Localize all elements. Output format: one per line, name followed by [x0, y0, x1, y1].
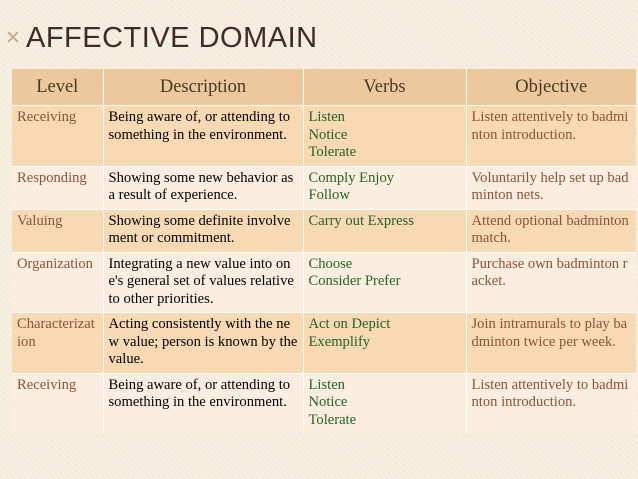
verb-line: Consider Prefer [308, 273, 401, 289]
description-cell: Being aware of, or attending to something in the environment. [103, 106, 303, 167]
verbs-cell [303, 166, 466, 209]
bullet-x-icon: ✕ [5, 27, 21, 49]
description-cell: Showing some definite involvement or commitment. [103, 209, 303, 252]
header-level: Level [12, 69, 103, 106]
table-row [12, 166, 636, 209]
verb-line: Exemplify [308, 333, 371, 350]
level-cell: Characterization [12, 313, 103, 374]
table-row [12, 252, 636, 313]
objective-cell: Attend optional badminton match. [466, 209, 636, 252]
table-row [12, 373, 636, 433]
table-header-row [12, 69, 636, 106]
level-cell: Receiving [12, 373, 103, 433]
verbs-cell [303, 373, 466, 433]
verbs-cell [303, 252, 466, 313]
description-cell: Being aware of, or attending to something in the environment. [103, 373, 303, 433]
slide-title: AFFECTIVE DOMAIN [26, 22, 318, 54]
level-cell: Receiving [12, 106, 103, 167]
verb-line: Act on Depict [308, 316, 391, 332]
description-cell: Integrating a new value into one's general set of values relative to other priorities. [103, 252, 303, 313]
verbs-cell [303, 106, 466, 167]
verb-line: Listen [308, 109, 345, 125]
verb-line: Notice [308, 126, 348, 143]
verb-line: Tolerate [308, 411, 357, 428]
objective-cell: Purchase own badminton racket. [466, 252, 636, 313]
table-row [12, 313, 636, 374]
objective-cell: Listen attentively to badminton introduction. [466, 106, 636, 167]
description-cell: Acting consistently with the new value; person is known by the value. [103, 313, 303, 374]
verbs-cell [303, 313, 466, 374]
objective-cell: Listen attentively to badminton introduction. [466, 373, 636, 433]
table-row [12, 106, 636, 167]
level-cell: Valuing [12, 209, 103, 252]
description-cell: Showing some new behavior as a result of experience. [103, 166, 303, 209]
header-objective: Objective [466, 69, 636, 106]
verb-line: Follow [308, 187, 350, 203]
verbs-cell [303, 209, 466, 252]
table-row [12, 209, 636, 252]
level-cell: Organization [12, 252, 103, 313]
verb-line: Tolerate [308, 144, 357, 160]
verb-line: Listen [308, 376, 345, 393]
level-cell: Responding [12, 166, 103, 209]
verb-line: Comply Enjoy [308, 169, 395, 186]
verb-line: Notice [308, 394, 348, 410]
verb-line: Choose [308, 255, 353, 272]
affective-domain-table [12, 69, 636, 433]
objective-cell: Join intramurals to play badminton twice per week. [466, 313, 636, 374]
objective-cell: Voluntarily help set up badminton nets. [466, 166, 636, 209]
header-description: Description [103, 69, 303, 106]
header-verbs: Verbs [303, 69, 466, 106]
verb-line: Carry out Express [308, 212, 414, 229]
